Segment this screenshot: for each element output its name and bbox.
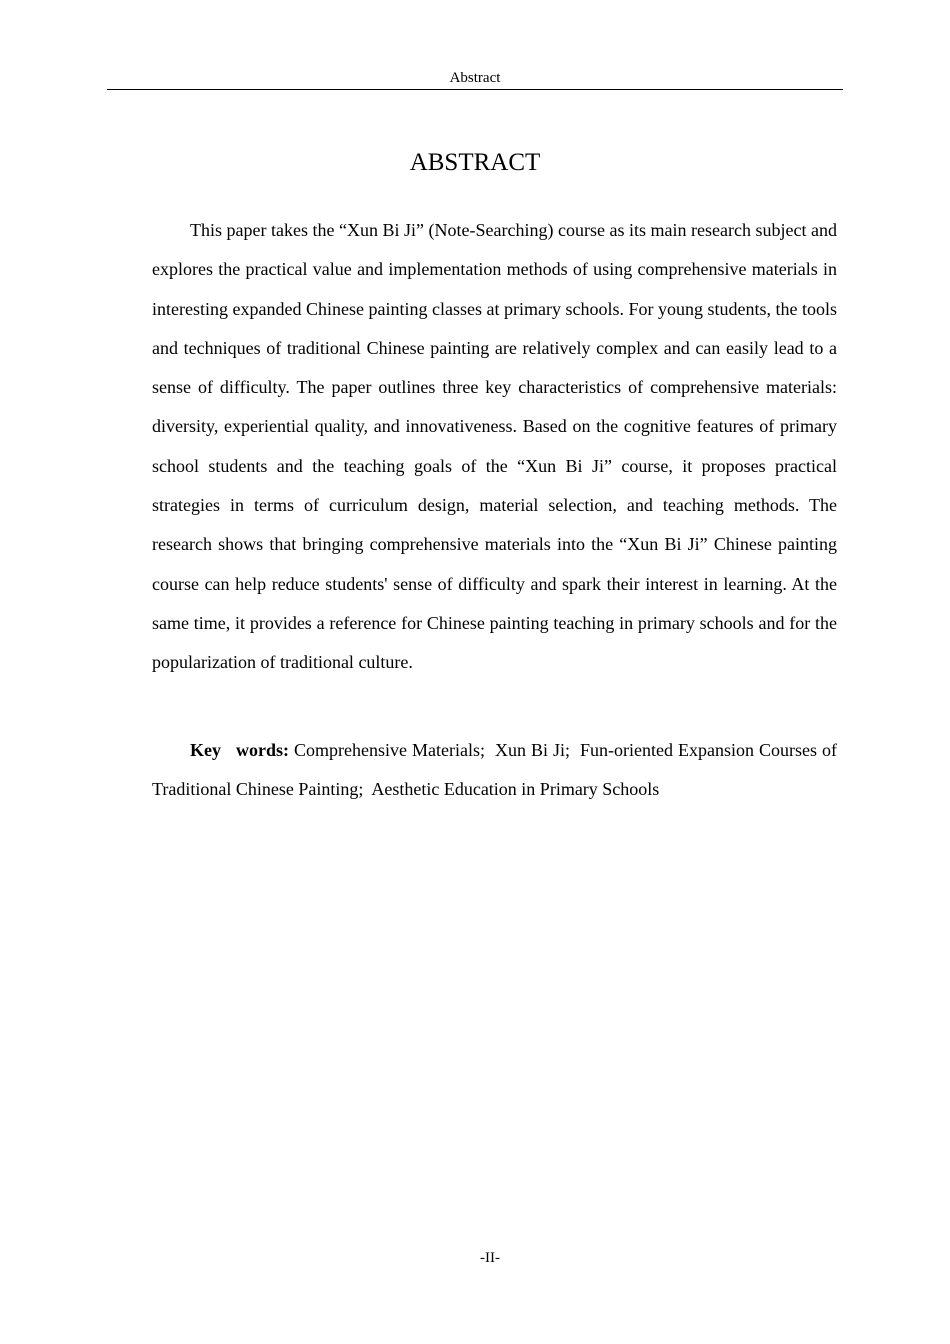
running-header-title: Abstract <box>449 70 501 86</box>
keyword-item: Comprehensive Materials; <box>294 740 485 760</box>
page-title: ABSTRACT <box>409 149 541 176</box>
keyword-item: Aesthetic Education in Primary Schools <box>371 779 660 800</box>
abstract-paragraph: This paper takes the “Xun Bi Ji” (Note-Searching) course as its main research subject and explores the practical value and implementation methods of using comprehensive materials in interesting expanded Chinese painting classes at primary schools. For young students, the tools and techniques of traditional Chinese painting are relatively complex and can easily lead to a sense of difficulty. The paper outlines three key characteristics of comprehensive materials: diversity, experiential quality, and innovativeness. Based on the cognitive features of primary school students and the teaching goals of the “Xun Bi Ji” course, it proposes practical strategies in terms of curriculum design, material selection, and teaching methods. The research shows that bringing comprehensive materials into the “Xun Bi Ji” Chinese painting course can help reduce students' sense of difficulty and spark their interest in learning. At the same time, it provides a reference for Chinese painting teaching in primary schools and for the popularization of traditional culture. <box>152 220 837 673</box>
keywords-label: Key words: <box>190 740 289 760</box>
page-number: -II- <box>480 1250 500 1266</box>
running-header <box>107 68 843 90</box>
keywords-paragraph <box>152 731 837 810</box>
keyword-item: Xun Bi Ji; <box>495 740 571 760</box>
keyword-item: Fun-oriented Expansion Courses of Traditional Chinese Painting; <box>152 740 838 800</box>
